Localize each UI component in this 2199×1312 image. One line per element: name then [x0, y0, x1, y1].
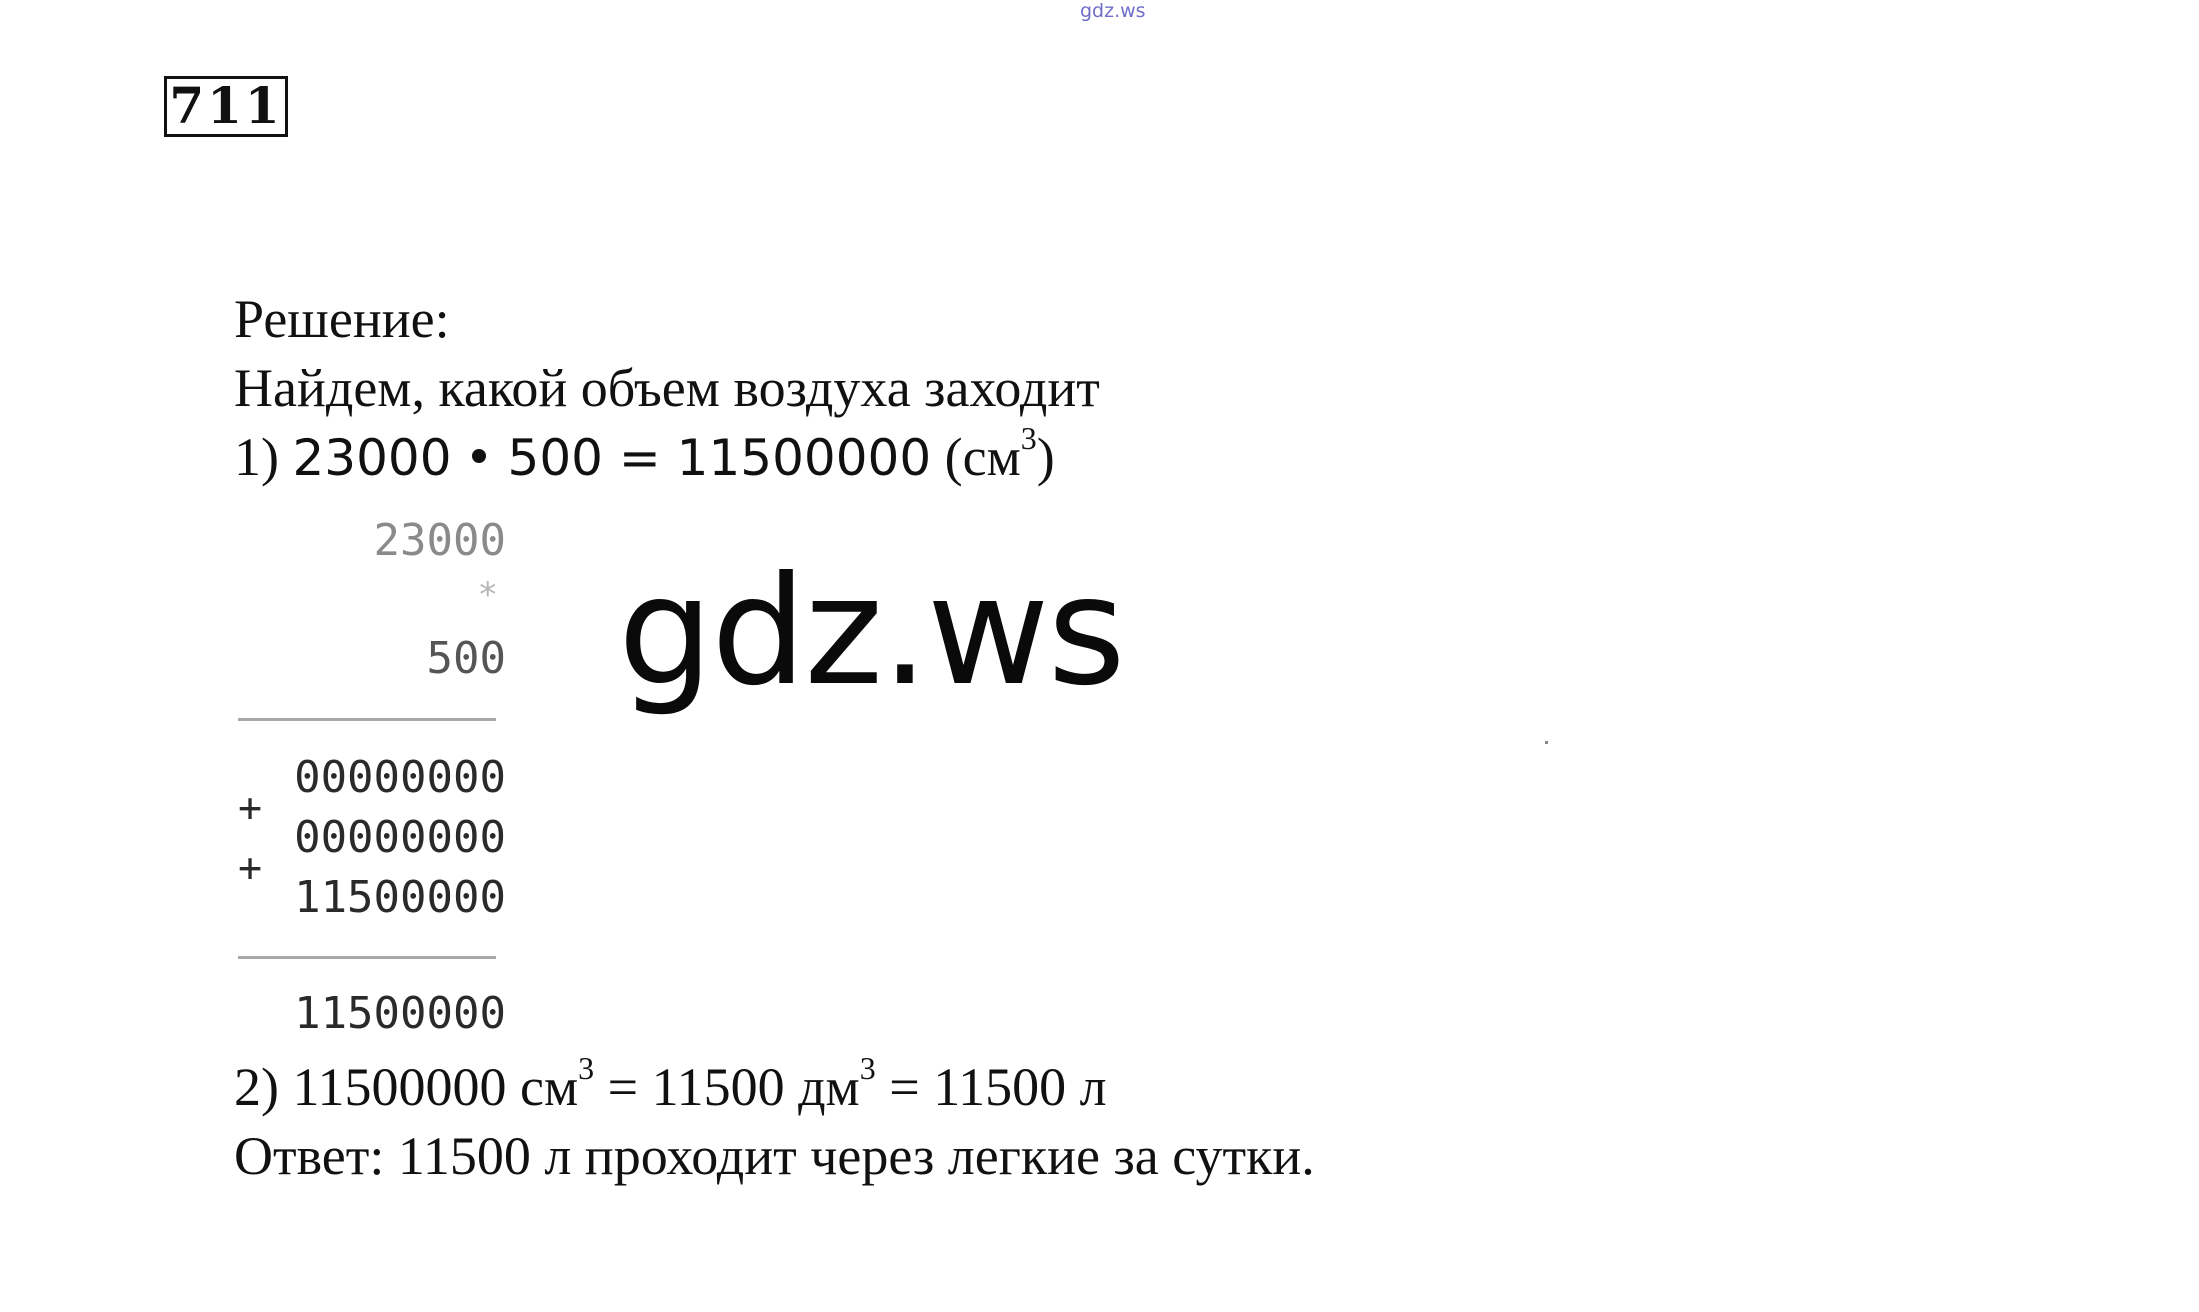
column-operator: *	[477, 575, 498, 615]
column-partial-2: 00000000	[294, 812, 506, 863]
step-2-mid: = 11500 дм	[594, 1057, 860, 1117]
solution-block	[234, 285, 1100, 492]
site-logo: gdz.ws	[618, 545, 1124, 719]
step-2-end: = 11500 л	[875, 1057, 1107, 1117]
step-2-exponent-2: 3	[859, 1050, 876, 1086]
step-1-prefix: 1)	[234, 427, 293, 487]
column-multiplicand: 23000	[373, 515, 506, 566]
problem-number: 711	[164, 76, 288, 137]
step-2	[234, 1050, 1315, 1122]
step-1	[234, 420, 1100, 492]
step-2-exponent-1: 3	[578, 1050, 595, 1086]
step-2-prefix: 2) 11500000 см	[234, 1057, 579, 1117]
top-watermark: gdz.ws	[1080, 0, 1146, 22]
step-1-exponent: 3	[1020, 420, 1037, 456]
column-multiplication	[236, 515, 506, 1039]
column-result: 11500000	[294, 988, 506, 1039]
column-multiplier: 500	[426, 633, 506, 684]
speck	[1545, 741, 1548, 744]
column-divider-2	[238, 956, 496, 959]
step-1-product: 500 = 11500000	[507, 429, 932, 487]
solution-intro: Найдем, какой объем воздуха заходит	[234, 358, 1100, 418]
column-partial-1: 00000000	[294, 752, 506, 803]
multiply-dot-icon	[472, 449, 486, 463]
column-plus-1: +	[238, 785, 263, 831]
answer-line: Ответ: 11500 л проходит через легкие за сутки.	[234, 1126, 1315, 1186]
step-1-multiplicand: 23000	[292, 429, 452, 487]
column-plus-2: +	[238, 845, 263, 891]
step-1-unit-open: (см	[931, 427, 1021, 487]
column-divider-1	[238, 718, 496, 721]
solution-heading: Решение:	[234, 289, 450, 349]
step-1-unit-close: )	[1036, 427, 1055, 487]
final-block	[234, 1050, 1315, 1191]
column-partial-3: 11500000	[294, 872, 506, 923]
